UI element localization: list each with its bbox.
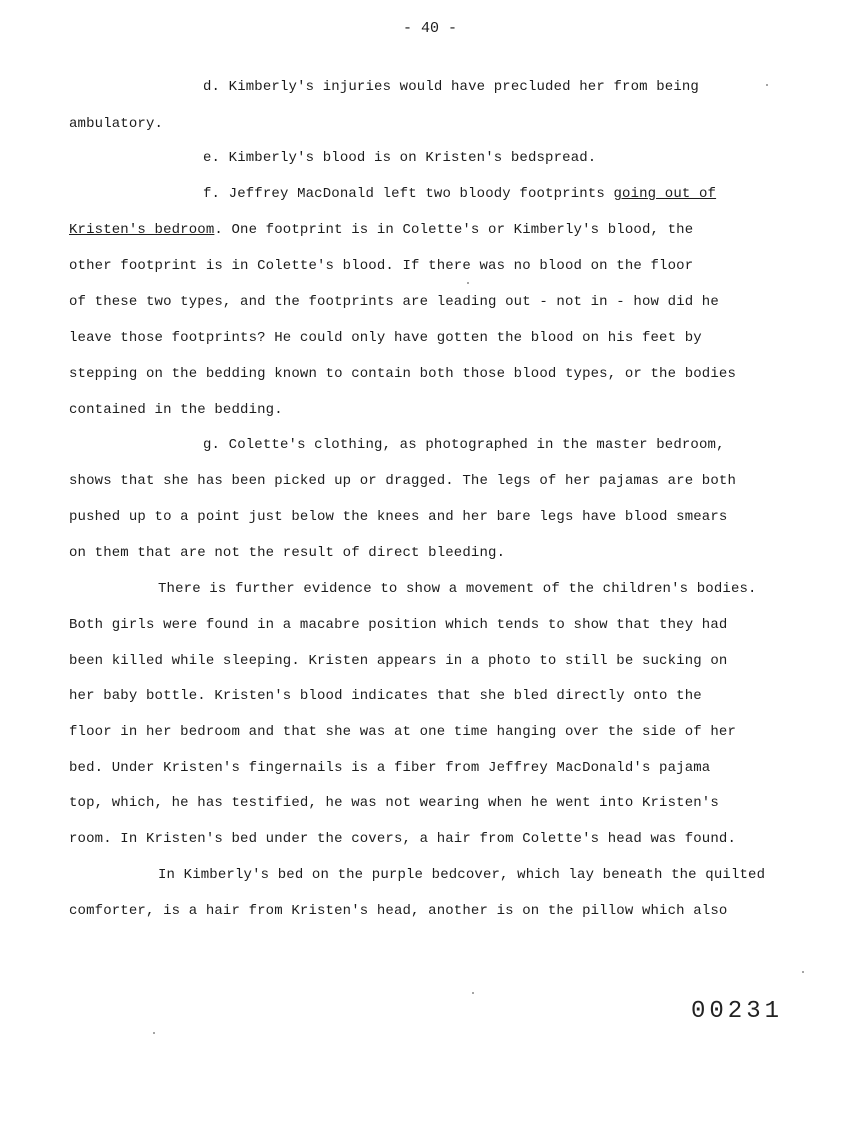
text-line: bed. Under Kristen's fingernails is a fiber from Jeffrey MacDonald's pajama (69, 760, 711, 776)
scan-speck (467, 282, 469, 284)
text-line: her baby bottle. Kristen's blood indicates that she bled directly onto the (69, 688, 702, 704)
text-line: top, which, he has testified, he was not wearing when he went into Kristen's (69, 795, 719, 811)
text-line (203, 185, 716, 203)
text-line: other footprint is in Colette's blood. If there was no blood on the floor (69, 258, 694, 274)
text-segment: . One footprint is in Colette's or Kimberly's blood, the (214, 222, 694, 238)
text-line: There is further evidence to show a movement of the children's bodies. (158, 581, 757, 597)
text-line: pushed up to a point just below the knees and her bare legs have blood smears (69, 509, 728, 525)
text-line: Both girls were found in a macabre position which tends to show that they had (69, 617, 728, 633)
scan-speck (153, 1032, 155, 1034)
text-line: leave those footprints? He could only have gotten the blood on his feet by (69, 330, 702, 346)
text-line: stepping on the bedding known to contain both those blood types, or the bodies (69, 366, 737, 382)
text-line: on them that are not the result of direct bleeding. (69, 545, 506, 561)
scan-speck (472, 992, 474, 994)
document-number: 00231 (691, 998, 784, 1025)
text-line: of these two types, and the footprints are leading out - not in - how did he (69, 294, 719, 310)
text-line: d. Kimberly's injuries would have precluded her from being (203, 79, 699, 95)
text-segment: f. Jeffrey MacDonald left two bloody footprints (203, 186, 614, 202)
text-line: shows that she has been picked up or dragged. The legs of her pajamas are both (69, 473, 737, 489)
text-line: ambulatory. (69, 116, 164, 132)
text-line: contained in the bedding. (69, 402, 283, 418)
scan-speck (766, 84, 768, 86)
underlined-text: Kristen's bedroom (69, 222, 215, 238)
scan-speck (802, 971, 804, 973)
underlined-text: going out of (613, 186, 717, 202)
text-line: comforter, is a hair from Kristen's head, another is on the pillow which also (69, 903, 728, 919)
text-line: been killed while sleeping. Kristen appears in a photo to still be sucking on (69, 653, 728, 669)
text-line: In Kimberly's bed on the purple bedcover, which lay beneath the quilted (158, 867, 766, 883)
text-line: g. Colette's clothing, as photographed in the master bedroom, (203, 437, 725, 453)
text-line (69, 221, 693, 239)
text-line: floor in her bedroom and that she was at one time hanging over the side of her (69, 724, 737, 740)
text-line: e. Kimberly's blood is on Kristen's bedspread. (203, 150, 597, 166)
page-number: - 40 - (402, 20, 457, 37)
text-line: room. In Kristen's bed under the covers, a hair from Colette's head was found. (69, 831, 737, 847)
